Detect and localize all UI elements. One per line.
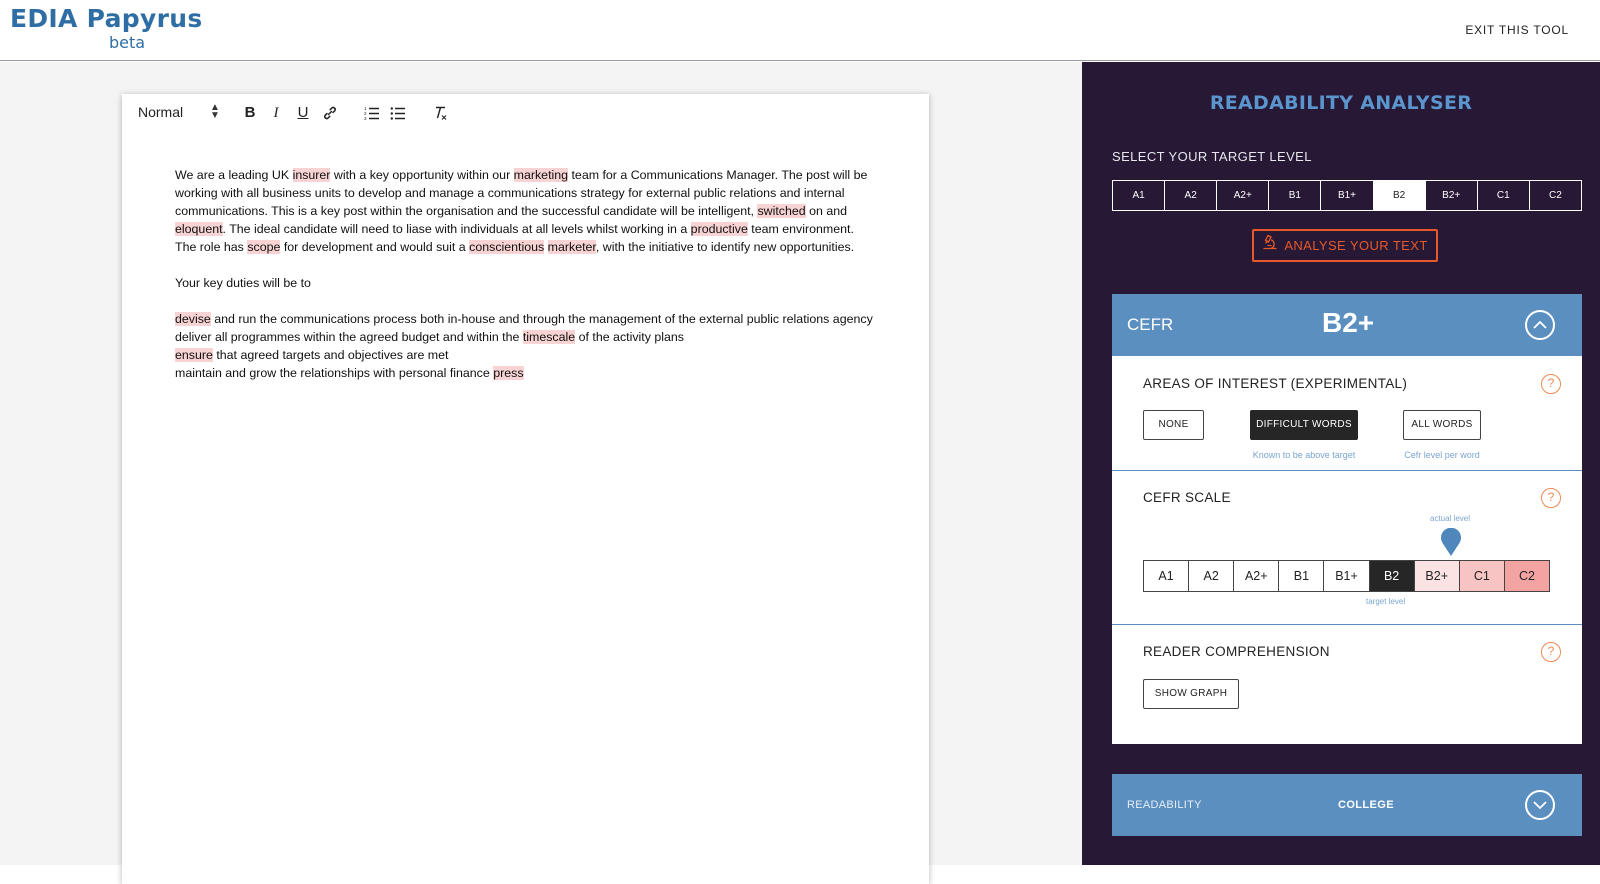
show-graph-button[interactable]: SHOW GRAPH <box>1143 679 1239 709</box>
difficult-word[interactable]: switched <box>757 204 806 218</box>
cefr-scale-bar <box>1143 560 1550 592</box>
all-words-button[interactable]: ALL WORDS <box>1403 410 1481 440</box>
text-run: of the activity plans <box>575 330 684 344</box>
areas-help-icon[interactable]: ? <box>1541 374 1561 394</box>
ordered-list-button[interactable] <box>362 103 382 123</box>
editor-area <box>0 62 1082 865</box>
comprehension-help-icon[interactable]: ? <box>1541 642 1561 662</box>
svg-text:1: 1 <box>364 106 367 111</box>
actual-level-label: actual level <box>1430 514 1471 523</box>
text-run: on and <box>805 204 848 218</box>
bold-button[interactable]: B <box>244 104 256 121</box>
difficult-words-caption: Known to be above target <box>1252 450 1356 460</box>
cefr-label: CEFR <box>1127 315 1174 334</box>
cefr-value: B2+ <box>1322 307 1375 338</box>
difficult-word[interactable]: marketer <box>547 240 596 254</box>
text-run: team environment. The role has <box>175 222 854 254</box>
duty-line <box>175 346 875 364</box>
difficult-word[interactable]: timescale <box>522 330 576 344</box>
analyse-text-label: ANALYSE YOUR TEXT <box>1284 238 1428 253</box>
text-editor[interactable] <box>175 166 875 382</box>
app-logo-beta: beta <box>109 33 146 52</box>
actual-level-marker-icon <box>1440 528 1462 562</box>
italic-button[interactable]: I <box>273 105 279 121</box>
ordered-list-icon <box>364 105 380 121</box>
difficult-words-button[interactable]: DIFFICULT WORDS <box>1250 410 1358 440</box>
text-run: . The ideal candidate will need to liase with individuals at all levels whilst working in a <box>222 222 691 236</box>
text-run: deliver all programmes within the agreed budget and within the <box>175 330 523 344</box>
level-option-c1[interactable]: C1 <box>1478 181 1530 210</box>
bullet-list-button[interactable] <box>388 103 408 123</box>
level-option-b2[interactable]: B2 <box>1374 181 1426 210</box>
level-option-a1[interactable]: A1 <box>1113 181 1165 210</box>
difficult-word[interactable]: ensure <box>175 348 213 362</box>
top-header <box>0 0 1600 61</box>
level-option-b1-plus[interactable]: B1+ <box>1321 181 1373 210</box>
difficult-word[interactable]: conscientious <box>469 240 545 254</box>
level-option-a2[interactable]: A2 <box>1165 181 1217 210</box>
difficult-word[interactable]: press <box>493 366 524 380</box>
duty-line <box>175 328 875 346</box>
format-select-value: Normal <box>138 104 184 120</box>
bullet-list-icon <box>390 105 406 121</box>
link-button[interactable] <box>320 103 340 123</box>
duties-list <box>175 310 875 382</box>
scale-help-icon[interactable]: ? <box>1541 488 1561 508</box>
none-option-button[interactable]: NONE <box>1143 410 1204 440</box>
level-option-b1[interactable]: B1 <box>1269 181 1321 210</box>
areas-of-interest-title: AREAS OF INTEREST (EXPERIMENTAL) <box>1143 376 1408 391</box>
scale-level-a1: A1 <box>1144 561 1189 591</box>
difficult-word[interactable]: productive <box>690 222 748 236</box>
expand-readability-button[interactable] <box>1525 790 1555 820</box>
exit-tool-link[interactable]: EXIT THIS TOOL <box>1465 23 1569 37</box>
target-level-label: SELECT YOUR TARGET LEVEL <box>1112 149 1312 164</box>
select-arrows-icon: ▲ ▼ <box>210 102 220 121</box>
cefr-header[interactable] <box>1112 294 1582 356</box>
scale-level-c2: C2 <box>1505 561 1549 591</box>
text-run: for development and would suit a <box>280 240 470 254</box>
level-option-b2-plus[interactable]: B2+ <box>1426 181 1478 210</box>
all-words-caption: Cefr level per word <box>1404 450 1480 460</box>
text-run: , with the initiative to identify new opportunities. <box>595 240 855 254</box>
level-option-a2-plus[interactable]: A2+ <box>1217 181 1269 210</box>
link-icon <box>322 105 338 121</box>
readability-header[interactable] <box>1112 774 1582 836</box>
svg-text:2: 2 <box>364 111 367 116</box>
readability-label: READABILITY <box>1127 799 1202 811</box>
reader-comprehension-title: READER COMPREHENSION <box>1143 644 1330 659</box>
editor-toolbar <box>122 94 929 134</box>
difficult-word[interactable]: eloquent <box>175 222 223 236</box>
text-run: with a key opportunity within our <box>330 168 514 182</box>
clear-format-button[interactable] <box>430 103 450 123</box>
duty-line <box>175 310 875 328</box>
difficult-word[interactable]: scope <box>247 240 281 254</box>
scale-level-c1: C1 <box>1460 561 1505 591</box>
text-run: maintain and grow the relationships with personal finance <box>175 366 494 380</box>
microscope-icon <box>1262 231 1278 260</box>
section-divider <box>1112 470 1582 471</box>
paragraph-intro <box>175 166 875 256</box>
readability-value: COLLEGE <box>1338 799 1394 811</box>
duty-line <box>175 364 875 382</box>
scale-level-a2-plus: A2+ <box>1234 561 1279 591</box>
clear-format-icon <box>432 105 448 121</box>
difficult-word[interactable]: insurer <box>292 168 331 182</box>
difficult-word[interactable]: devise <box>175 312 211 326</box>
readability-panel <box>1082 62 1600 865</box>
scale-level-b1: B1 <box>1279 561 1324 591</box>
app-logo[interactable]: EDIA Papyrus <box>10 4 203 33</box>
chevron-down-icon <box>1533 801 1547 810</box>
svg-text:3: 3 <box>364 116 367 121</box>
cefr-scale-title: CEFR SCALE <box>1143 490 1231 505</box>
format-select[interactable] <box>138 104 222 124</box>
cefr-card <box>1112 294 1582 744</box>
section-divider <box>1112 624 1582 625</box>
panel-title: READABILITY ANALYSER <box>1209 92 1473 114</box>
text-run: that agreed targets and objectives are met <box>212 348 449 362</box>
chevron-up-icon <box>1533 320 1547 329</box>
scale-level-b1-plus: B1+ <box>1324 561 1369 591</box>
analyse-text-button[interactable] <box>1252 229 1438 262</box>
underline-button[interactable]: U <box>297 104 309 121</box>
level-option-c2[interactable]: C2 <box>1549 190 1562 201</box>
target-level-selector <box>1112 180 1582 211</box>
document-page <box>122 94 929 884</box>
scale-level-a2: A2 <box>1189 561 1234 591</box>
target-level-label: target level <box>1366 597 1406 606</box>
collapse-cefr-button[interactable] <box>1525 310 1555 340</box>
scale-level-b2-plus: B2+ <box>1415 561 1460 591</box>
paragraph-duties-intro: Your key duties will be to <box>175 276 311 290</box>
text-run: and run the communications process both in-house and through the management of the external public relations agency <box>210 312 873 326</box>
difficult-word[interactable]: marketing <box>513 168 569 182</box>
scale-level-b2: B2 <box>1370 561 1415 591</box>
text-run: We are a leading UK <box>175 168 293 182</box>
text-run: team for a Communications Manager. The post will be working with all business units to develop and manage a communications strategy for external public relations and internal communications. This is a key post within the organisation and the successful candidate will be intelligent, <box>175 168 868 218</box>
